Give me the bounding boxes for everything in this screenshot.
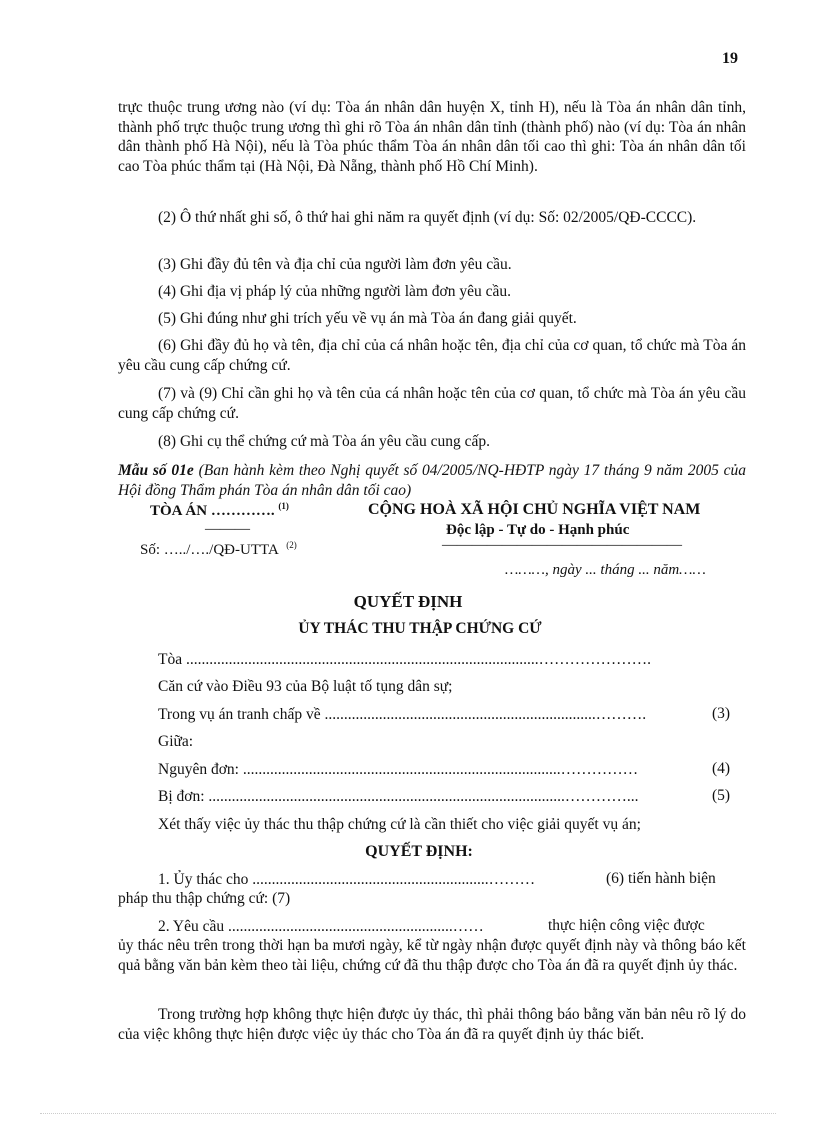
- page-bottom-divider: [40, 1113, 776, 1114]
- form-header: [118, 461, 746, 500]
- between-label: Giữa:: [158, 733, 194, 750]
- note-8: (8) Ghi cụ thể chứng cứ mà Tòa án yêu cầu cung cấp.: [158, 433, 490, 450]
- court-sup: (1): [278, 501, 289, 511]
- case-num: (3): [712, 705, 731, 722]
- court-rule: ———: [205, 521, 250, 537]
- item-2-tail: thực hiện công việc được: [548, 917, 705, 934]
- date-line: ………, ngày ... tháng ... năm……: [505, 562, 706, 578]
- defendant-num: (5): [712, 787, 731, 804]
- decision-subtitle: ỦY THÁC THU THẬP CHỨNG CỨ: [298, 620, 542, 637]
- item-2: 2. Yêu cầu ..........................................................……: [158, 918, 484, 935]
- number-sup: (2): [286, 540, 297, 550]
- final-paragraph: Trong trường hợp không thực hiện được ủy thác, thì phải thông báo bằng văn bản nêu rõ lý do của việc không thực hiện được việc ủy thác cho Tòa án đã ra quyết định ủy thác biết.: [118, 1006, 746, 1043]
- plaintiff-num: (4): [712, 760, 731, 777]
- basis-line: Căn cứ vào Điều 93 của Bộ luật tố tụng dân sự;: [158, 678, 453, 695]
- case-line: Trong vụ án tranh chấp về ......................................................................……….: [158, 706, 647, 723]
- form-title: Mẫu số 01e: [118, 462, 194, 479]
- motto: Độc lập - Tự do - Hạnh phúc: [446, 522, 630, 538]
- nation-title: CỘNG HOÀ XÃ HỘI CHỦ NGHĨA VIỆT NAM: [368, 501, 701, 518]
- decision-title: QUYẾT ĐỊNH: [353, 592, 463, 611]
- note-6: (6) Ghi đầy đủ họ và tên, địa chỉ của cá nhân hoặc tên, địa chỉ của cơ quan, tổ chức mà Tòa án yêu cầu cung cấp chứng cứ.: [118, 337, 746, 374]
- item-1: 1. Ủy thác cho .............................................................………: [158, 871, 536, 888]
- court-line: Tòa ...........................................................................................………………….: [158, 651, 651, 668]
- note-4: (4) Ghi địa vị pháp lý của những người làm đơn yêu cầu.: [158, 283, 512, 300]
- court-label: TÒA ÁN …………. $^{(1)}$: [150, 501, 289, 519]
- plaintiff-line: Nguyên đơn: ..................................................................................……………: [158, 761, 639, 778]
- item-2-cont: ủy thác nêu trên trong thời hạn ba mươi ngày, kể từ ngày nhận được quyết định này và thông báo kết quả bằng văn bản kèm theo tài liệu, chứng cứ đã thu thập được cho Tòa án đã ra quyết định ủy thác.: [118, 937, 746, 974]
- consider-line: Xét thấy việc ủy thác thu thập chứng cứ là cần thiết cho việc giải quyết vụ án;: [158, 816, 641, 833]
- note-7-9: (7) và (9) Chỉ cần ghi họ và tên của cá nhân hoặc tên của cơ quan, tổ chức mà Tòa án yêu cầu cung cấp chứng cứ.: [118, 385, 746, 422]
- form-subtitle: (Ban hành kèm theo Nghị quyết số 04/2005/NQ-HĐTP ngày 17 tháng 9 năm 2005 của Hội đồng Thẩm phán Tòa án nhân dân tối cao): [118, 462, 746, 499]
- note-3: (3) Ghi đầy đủ tên và địa chỉ của người làm đơn yêu cầu.: [158, 256, 512, 273]
- item-1-tail: (6) tiến hành biện: [606, 870, 716, 887]
- page-number: 19: [722, 50, 738, 67]
- item-1-cont: pháp thu thập chứng cứ: (7): [118, 890, 291, 907]
- defendant-line: Bị đơn: ............................................................................................…………...: [158, 788, 639, 805]
- intro-paragraph: trực thuộc trung ương nào (ví dụ: Tòa án nhân dân huyện X, tỉnh H), nếu là Tòa án nhân dân tỉnh, thành phố trực thuộc trung ương thì ghi rõ Tòa án nhân dân tỉnh (thành phố) nào (ví dụ: Tòa án nhân dân thành phố Hà Nội), nếu là Tòa phúc thẩm Tòa án nhân dân tối cao thì ghi: Tòa án nhân dân tối cao Tòa phúc thẩm tại (Hà Nội, Đà Nẵng, thành phố Hồ Chí Minh).: [118, 99, 746, 175]
- decision-number: Số: …../…./QĐ-UTTA $^{(2)}$: [140, 540, 297, 558]
- motto-rule: ————————————————: [442, 537, 682, 553]
- decides-heading: QUYẾT ĐỊNH:: [365, 843, 473, 860]
- note-2: (2) Ô thứ nhất ghi số, ô thứ hai ghi năm ra quyết định (ví dụ: Số: 02/2005/QĐ-CCCC).: [158, 209, 697, 226]
- note-5: (5) Ghi đúng như ghi trích yếu về vụ án mà Tòa án đang giải quyết.: [158, 310, 577, 327]
